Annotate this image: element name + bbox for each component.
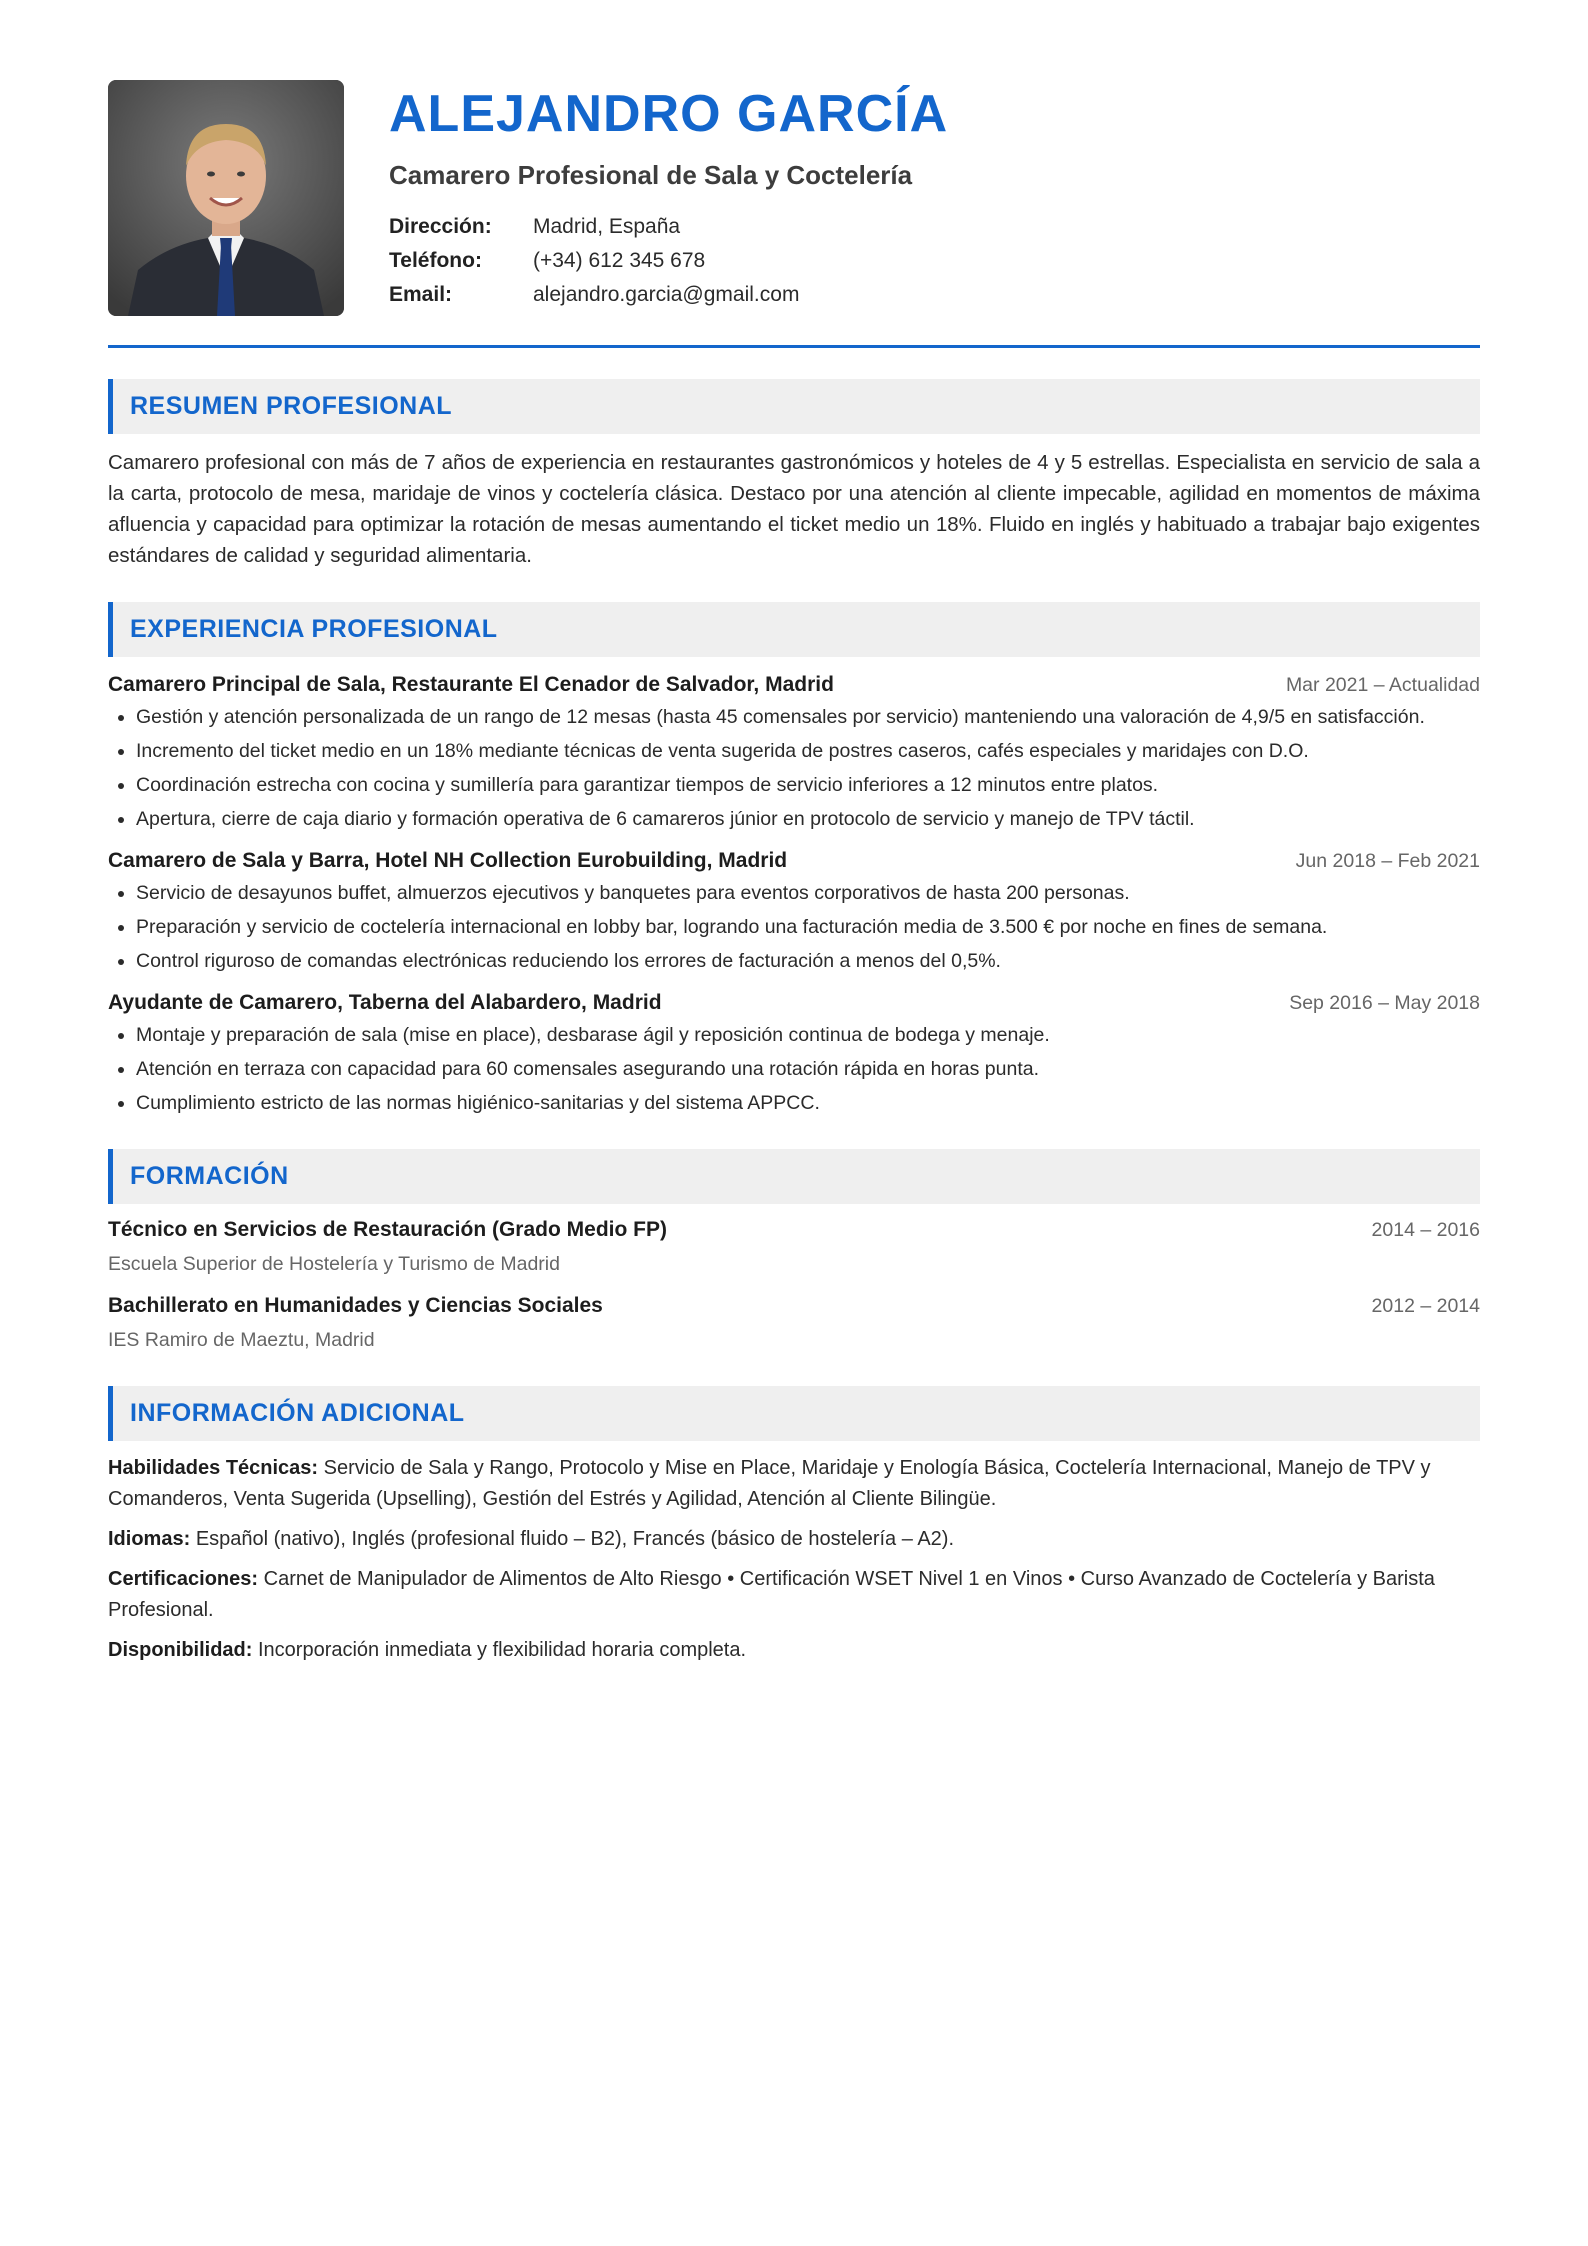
- job-date: Jun 2018 – Feb 2021: [1295, 850, 1480, 872]
- phone-value: (+34) 612 345 678: [533, 249, 706, 272]
- section-heading-education: FORMACIÓN: [108, 1149, 1480, 1204]
- contact-label: Dirección:: [389, 215, 492, 238]
- education-institution: Escuela Superior de Hostelería y Turismo de Madrid: [108, 1253, 560, 1275]
- education-header: [108, 1291, 1480, 1321]
- degree-title: Técnico en Servicios de Restauración (Grado Medio FP): [108, 1218, 667, 1241]
- job-bullet: • Coordinación estrecha con cocina y sumillería para garantizar tiempos de servicio inferiores a 12 minutos entre platos.: [136, 770, 1480, 800]
- contact-address: [389, 210, 948, 244]
- job-entry: [108, 846, 1480, 976]
- additional-label: Habilidades Técnicas:: [108, 1457, 319, 1479]
- additional-label: Idiomas:: [108, 1528, 191, 1550]
- job-bullets: [108, 702, 1480, 834]
- education-entry: [108, 1291, 1480, 1355]
- job-bullet: • Control riguroso de comandas electrónicas reduciendo los errores de facturación a menos del 0,5%.: [136, 946, 1480, 976]
- section-heading-additional: INFORMACIÓN ADICIONAL: [108, 1386, 1480, 1441]
- additional-item-certifications: [108, 1564, 1480, 1626]
- education-header: [108, 1215, 1480, 1245]
- job-bullet: • Montaje y preparación de sala (mise en place), desbarase ágil y reposición continua de bodega y menaje.: [136, 1020, 1480, 1050]
- additional-text: Servicio de Sala y Rango, Protocolo y Mise en Place, Maridaje y Enología Básica, Coctelería Internacional, Manejo de TPV y Comanderos, Venta Sugerida (Upselling), Gestión del Estrés y Agilidad, Atención al Cliente Bilingüe.: [108, 1457, 1431, 1510]
- header-info: [389, 80, 948, 312]
- additional-item-skills: [108, 1453, 1480, 1515]
- profile-photo: [108, 80, 344, 316]
- education-entry: [108, 1215, 1480, 1279]
- additional-info-list: [108, 1453, 1480, 1666]
- additional-text: Carnet de Manipulador de Alimentos de Alto Riesgo • Certificación WSET Nivel 1 en Vinos • Curso Avanzado de Coctelería y Barista Profesional.: [108, 1568, 1435, 1621]
- job-bullet: • Preparación y servicio de coctelería internacional en lobby bar, logrando una facturación media de 3.500 € por noche en fines de semana.: [136, 912, 1480, 942]
- job-title: Ayudante de Camarero, Taberna del Alabardero, Madrid: [108, 991, 662, 1014]
- job-bullet: • Servicio de desayunos buffet, almuerzos ejecutivos y banquetes para eventos corporativos de hasta 200 personas.: [136, 878, 1480, 908]
- contact-label: Email:: [389, 283, 453, 306]
- section-heading-experience: EXPERIENCIA PROFESIONAL: [108, 602, 1480, 657]
- resume-header: [108, 80, 1480, 316]
- education-date: 2012 – 2014: [1371, 1295, 1480, 1317]
- job-entry: [108, 670, 1480, 834]
- job-bullets: [108, 878, 1480, 976]
- contact-label: Teléfono:: [389, 249, 482, 272]
- job-title: Camarero de Sala y Barra, Hotel NH Collection Eurobuilding, Madrid: [108, 849, 788, 872]
- contact-email: [389, 278, 948, 312]
- additional-label: Certificaciones:: [108, 1568, 259, 1590]
- summary-text: Camarero profesional con más de 7 años de experiencia en restaurantes gastronómicos y hoteles de 4 y 5 estrellas. Especialista en servicio de sala a la carta, protocolo de mesa, maridaje de vinos y coctelería clásica. Destaco por una atención al cliente impecable, agilidad en momentos de máxima afluencia y capacidad para optimizar la rotación de mesas aumentando el ticket medio un 18%. Fluido en inglés y habituado a trabajar bajo exigentes estándares de calidad y seguridad alimentaria.: [108, 451, 1480, 567]
- job-bullet: • Gestión y atención personalizada de un rango de 12 mesas (hasta 45 comensales por servicio) manteniendo una valoración de 4,9/5 en satisfacción.: [136, 702, 1480, 732]
- job-header: [108, 846, 1480, 876]
- education-institution: IES Ramiro de Maeztu, Madrid: [108, 1329, 375, 1351]
- additional-item-availability: [108, 1635, 1480, 1666]
- candidate-title: Camarero Profesional de Sala y Coctelería: [389, 160, 913, 190]
- job-header: [108, 670, 1480, 700]
- address-value: Madrid, España: [533, 215, 681, 238]
- additional-label: Disponibilidad:: [108, 1639, 253, 1661]
- contact-details: [389, 210, 948, 312]
- header-divider: [108, 345, 1480, 348]
- email-value: alejandro.garcia@gmail.com: [533, 283, 800, 306]
- job-date: Mar 2021 – Actualidad: [1285, 674, 1480, 696]
- job-bullet: • Incremento del ticket medio en un 18% mediante técnicas de venta sugerida de postres caseros, cafés especiales y maridajes con D.O.: [136, 736, 1480, 766]
- job-date: Sep 2016 – May 2018: [1289, 992, 1480, 1014]
- job-title: Camarero Principal de Sala, Restaurante El Cenador de Salvador, Madrid: [108, 673, 834, 696]
- education-date: 2014 – 2016: [1371, 1219, 1480, 1241]
- job-header: [108, 988, 1480, 1018]
- job-bullet: • Apertura, cierre de caja diario y formación operativa de 6 camareros júnior en protocolo de servicio y manejo de TPV táctil.: [136, 804, 1480, 834]
- job-bullet: • Atención en terraza con capacidad para 60 comensales asegurando una rotación rápida en horas punta.: [136, 1054, 1480, 1084]
- job-bullet: • Cumplimiento estricto de las normas higiénico-sanitarias y del sistema APPCC.: [136, 1088, 1480, 1118]
- contact-phone: [389, 244, 948, 278]
- additional-text: Español (nativo), Inglés (profesional fluido – B2), Francés (básico de hostelería – A2).: [195, 1528, 954, 1550]
- resume-page: [108, 80, 1480, 1675]
- section-heading-summary: RESUMEN PROFESIONAL: [108, 379, 1480, 434]
- job-entry: [108, 988, 1480, 1118]
- degree-title: Bachillerato en Humanidades y Ciencias Sociales: [108, 1294, 603, 1317]
- additional-item-languages: [108, 1524, 1480, 1555]
- candidate-name: ALEJANDRO GARCÍA: [389, 85, 949, 143]
- job-bullets: [108, 1020, 1480, 1118]
- additional-text: Incorporación inmediata y flexibilidad horaria completa.: [258, 1639, 747, 1661]
